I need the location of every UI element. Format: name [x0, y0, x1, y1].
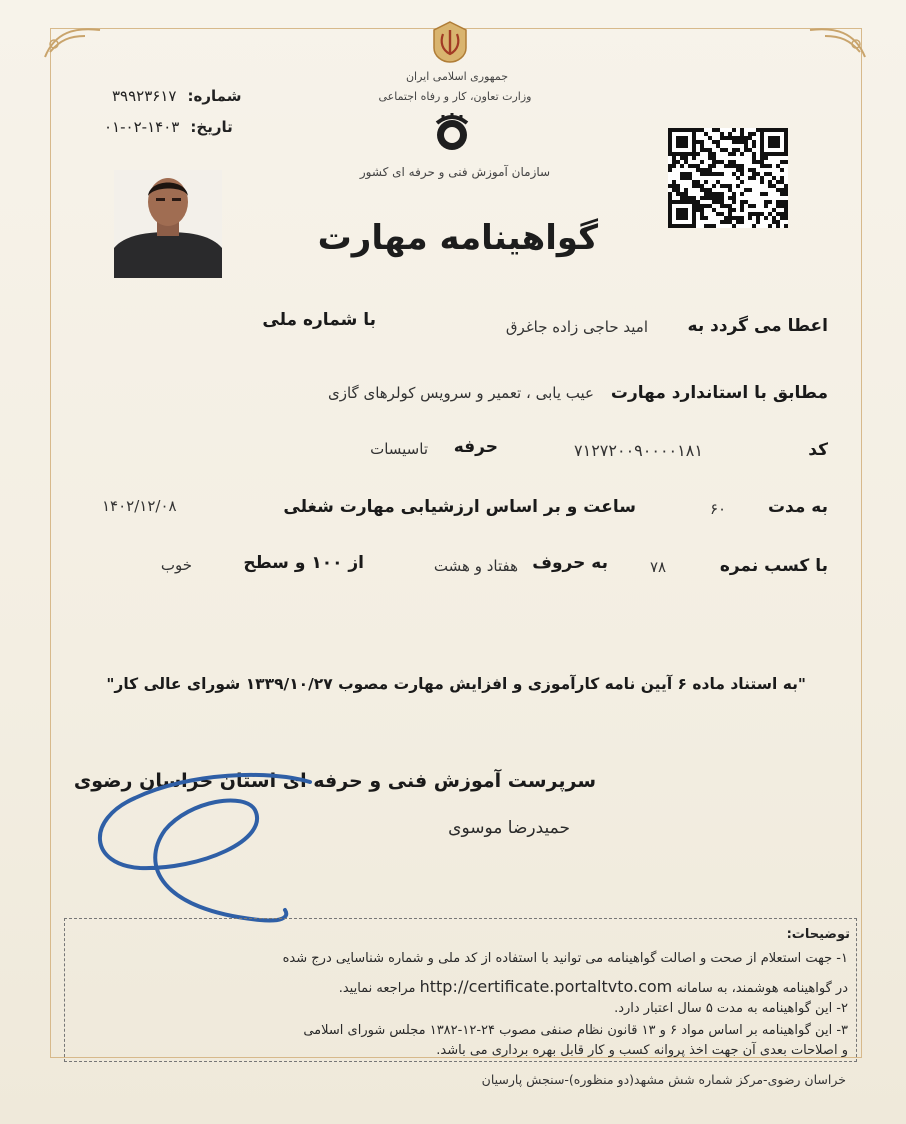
legal-basis-text: "به استناد ماده ۶ آیین نامه کارآموزی و افزایش مهارت مصوب ۱۳۳۹/۱۰/۲۷ شورای عالی کار" [106, 675, 806, 693]
signatory-name: حمیدرضا موسوی [448, 818, 570, 838]
note-line-2-suffix: مراجعه نمایید. [338, 981, 416, 996]
certificate-title: گواهینامه مهارت [317, 218, 598, 258]
issued-to-value: امید حاجی زاده جاغرق [505, 318, 648, 336]
notes-box [64, 918, 857, 1062]
footer-center-text: خراسان رضوی-مرکز شماره شش مشهد(دو منظوره)-سنجش پارسیان [481, 1072, 846, 1087]
republic-text: جمهوری اسلامی ایران [405, 70, 509, 83]
date-label: تاریخ: [190, 118, 233, 136]
code-label: کد [808, 440, 828, 460]
qr-code-icon [668, 128, 788, 228]
issued-to-label: اعطا می گردد به [687, 316, 828, 336]
level-value: خوب [160, 556, 192, 574]
tvto-logo-icon [419, 113, 485, 153]
score-label: با کسب نمره [719, 556, 828, 576]
standard-label: مطابق با استاندارد مهارت [610, 383, 828, 403]
signatory-title: سرپرست آموزش فنی و حرفه ای استان خراسان رضوی [73, 770, 596, 792]
standard-value: عیب یابی ، تعمیر و سرویس کولرهای گازی [327, 384, 594, 402]
date-value: ۱۴۰۳-۰۲-۰۱ [104, 118, 180, 136]
note-line-4: ۳- این گواهینامه بر اساس مواد ۶ و ۱۳ قانون نظام صنفی مصوب ۲۴-۱۲-۱۳۸۲ مجلس شورای اسلامی [303, 1023, 848, 1038]
holder-photo [114, 170, 222, 278]
iran-emblem-icon [430, 20, 470, 64]
duration-label: به مدت [767, 497, 828, 517]
assessment-label: ساعت و بر اساس ارزشیابی مهارت شغلی [283, 497, 636, 517]
trade-label: حرفه [453, 437, 498, 457]
score-value: ۷۸ [650, 558, 667, 576]
organization-text: سازمان آموزش فنی و حرفه ای کشور [359, 165, 551, 179]
duration-value: ۶۰ [710, 500, 727, 518]
corner-ornament-top-left [40, 22, 110, 62]
handwritten-signature [80, 770, 340, 940]
note-line-2-prefix: در گواهینامه هوشمند، به سامانه [676, 981, 848, 996]
number-label: شماره: [187, 87, 242, 105]
corner-ornament-top-right [800, 22, 870, 62]
ministry-text: وزارت تعاون، کار و رفاه اجتماعی [378, 90, 532, 103]
certificate-date [104, 117, 233, 136]
national-id-label: با شماره ملی [262, 310, 376, 330]
assessment-date: ۱۴۰۲/۱۲/۰۸ [102, 497, 177, 515]
note-line-1: ۱- جهت استعلام از صحت و اصالت گواهینامه می توانید با استفاده از کد ملی و شماره شناسایی درج شده [282, 951, 848, 966]
verification-url: http://certificate.portaltvto.com [419, 977, 673, 996]
notes-heading: توضیحات: [786, 927, 850, 942]
note-line-3: ۲- این گواهینامه به مدت ۵ سال اعتبار دارد. [614, 1001, 848, 1016]
in-words-label: به حروف [532, 553, 608, 573]
code-value: ۷۱۲۷۲۰۰۹۰۰۰۰۱۸۱ [574, 441, 703, 460]
note-line-5: و اصلاحات بعدی آن جهت اخذ پروانه کسب و کار قابل بهره برداری می باشد. [436, 1043, 848, 1058]
out-of-label: از ۱۰۰ و سطح [243, 553, 364, 573]
number-value: ۳۹۹۲۳۶۱۷ [112, 87, 177, 105]
in-words-value: هفتاد و هشت [433, 557, 518, 575]
certificate-number [112, 86, 241, 105]
trade-value: تاسیسات [370, 440, 428, 458]
note-line-2 [339, 977, 848, 996]
